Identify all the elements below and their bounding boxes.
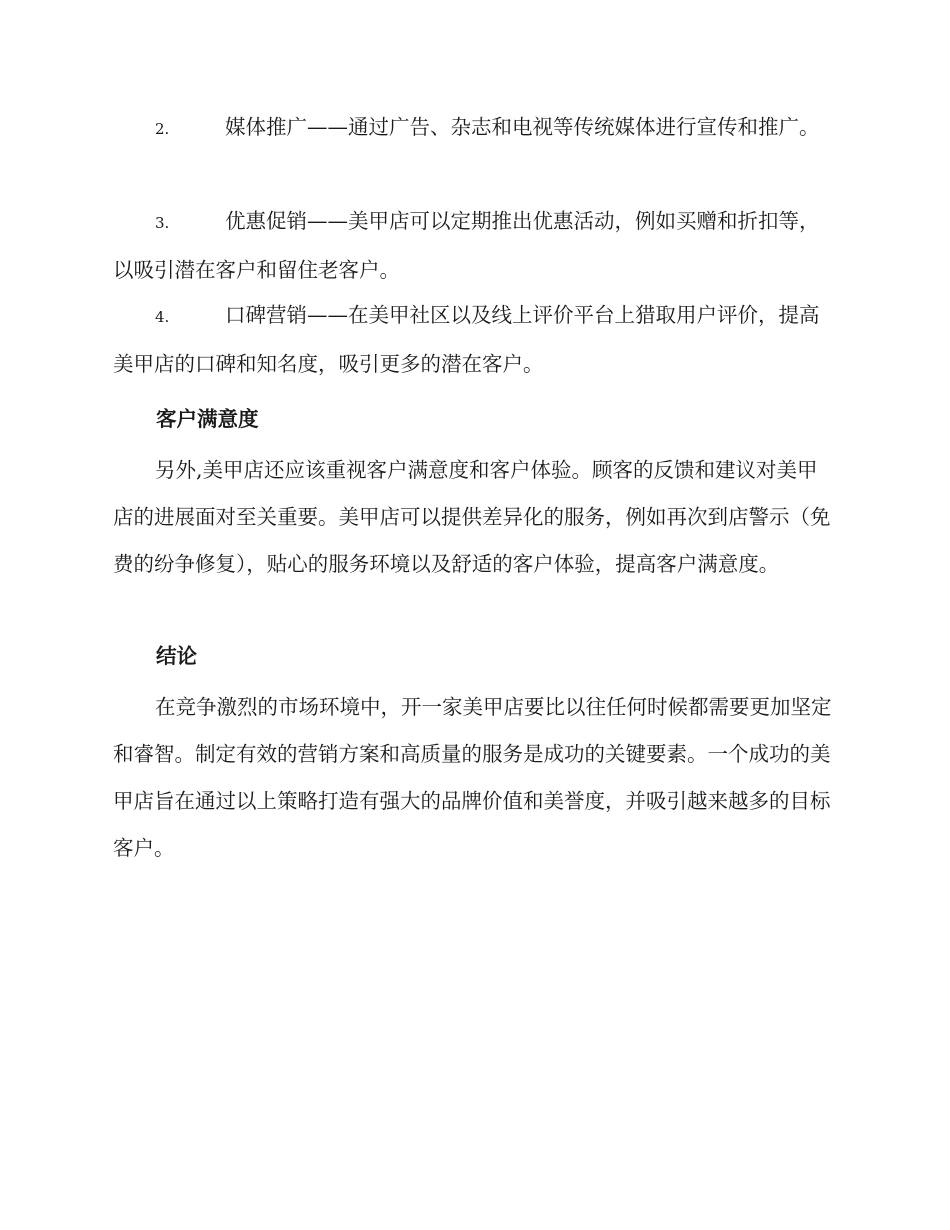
conclusion-paragraph: 在竞争激烈的市场环境中，开一家美甲店要比以往任何时候都需要更加坚定和睿智。制定有效的营销方案和高质量的服务是成功的关键要素。一个成功的美甲店旨在通过以上策略打造有强大的品牌价值和美誉度，并吸引越来越多的目标客户。 [113,695,832,860]
section-heading-satisfaction: 客户满意度 [156,407,259,431]
list-item-text: 优惠促销——美甲店可以定期推出优惠活动，例如买赠和折扣等，以吸引潜在客户和留住老客户。 [113,209,820,282]
list-item-word-of-mouth [113,292,833,388]
list-number: 2. [155,120,170,138]
list-item-media-promotion [113,104,833,153]
list-item-discount-promotion [113,198,833,294]
list-number: 4. [155,308,170,326]
list-number: 3. [155,214,170,232]
section-heading-conclusion: 结论 [156,644,197,668]
list-item-text: 媒体推广——通过广告、杂志和电视等传统媒体进行宣传和推广。 [225,115,820,139]
satisfaction-paragraph: 另外,美甲店还应该重视客户满意度和客户体验。顾客的反馈和建议对美甲店的进展面对至关重要。美甲店可以提供差异化的服务，例如再次到店警示（免费的纷争修复），贴心的服务环境以及舒适的客户体验，提高客户满意度。 [113,458,831,576]
list-item-text: 口碑营销——在美甲社区以及线上评价平台上猎取用户评价，提高美甲店的口碑和知名度，吸引更多的潜在客户。 [113,303,820,376]
